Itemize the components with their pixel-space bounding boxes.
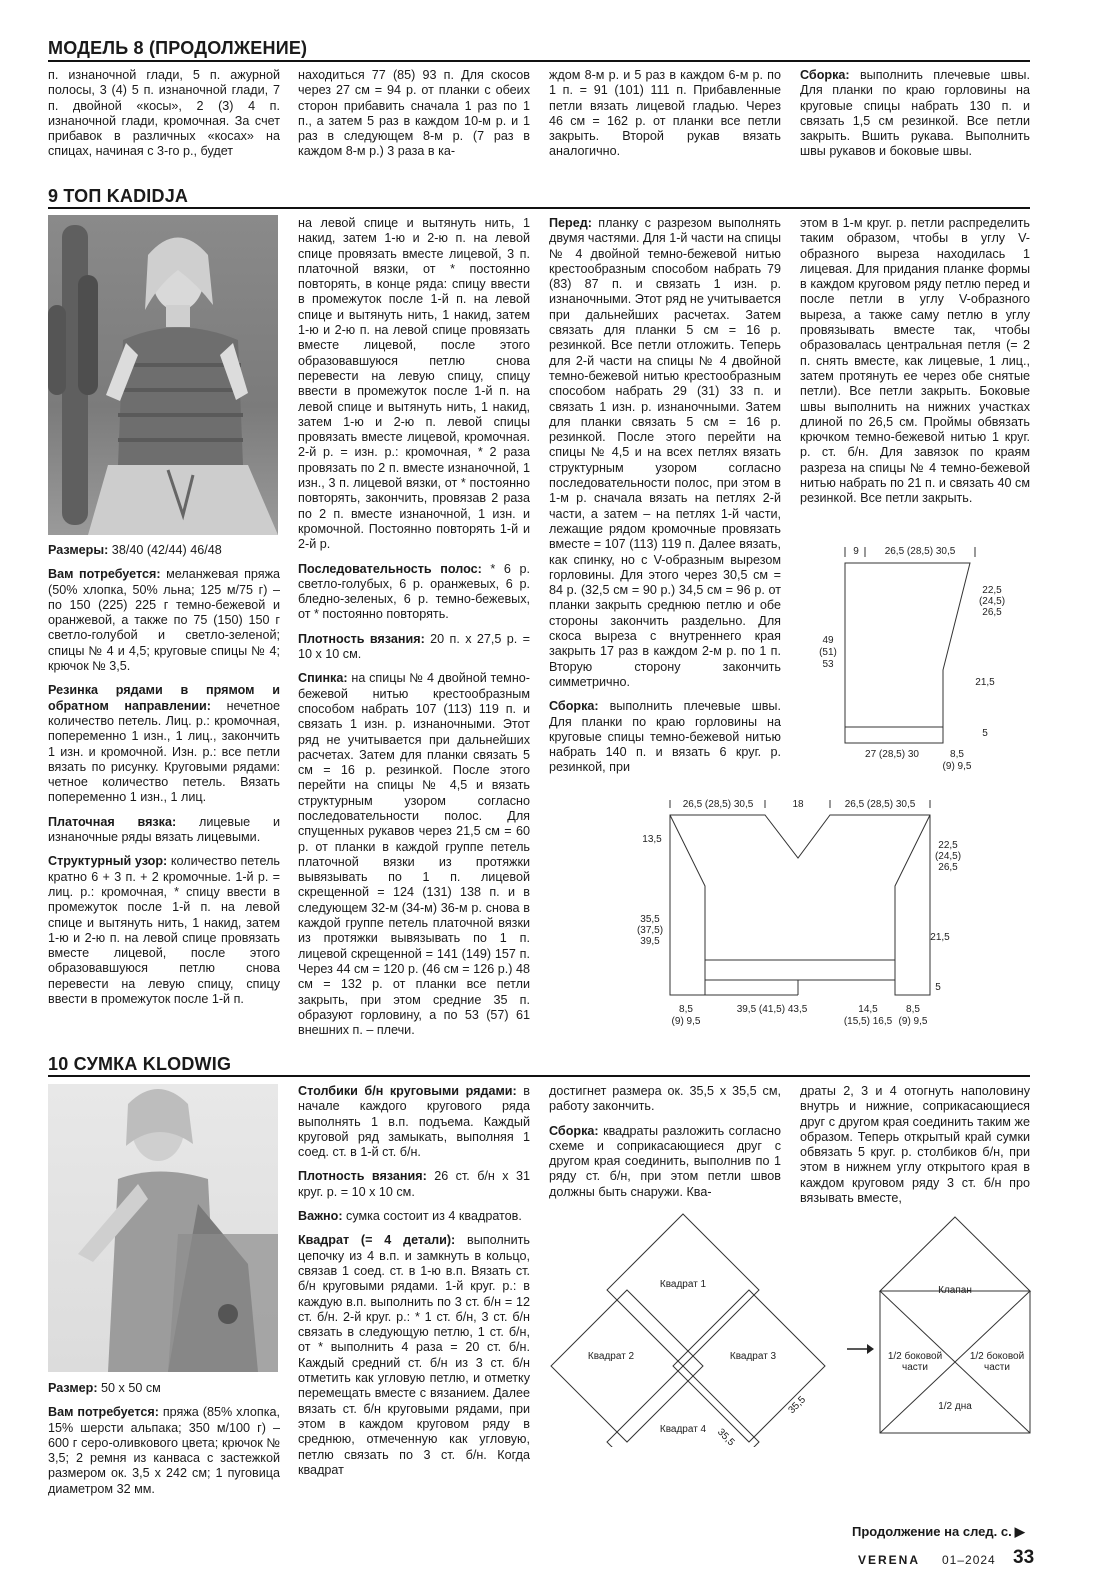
dim-label: 26,5 (28,5) 30,5 (884, 546, 956, 557)
model10-col1: Размер: 50 х 50 см Вам потребуется: пряжа (85% хлопка, 15% шерсти альпака; 350 м/100 г) – 600 г серо-оливкового цвета; крючок № 3,5; 2 ремня из канваса с застежкой размером ок. 3,5 х 242 см; 1 пуговица диаметром 32 мм. (48, 1381, 281, 1496)
square-label: Квадрат 4 (659, 1424, 707, 1435)
dim-label: (9) 9,5 (942, 761, 972, 772)
dim-label: 26,5 (982, 607, 1002, 618)
dim-label: 13,5 (642, 834, 662, 845)
dim-label: 35,5 (786, 1394, 809, 1417)
continue-note: Продолжение на след. с. ▶ (852, 1524, 1025, 1539)
square-label: Квадрат 3 (729, 1351, 777, 1362)
dim-label: (24,5) (934, 851, 962, 862)
dim-label: 5 (935, 982, 941, 993)
model8-col2: находиться 77 (85) 93 п. Для скосов через 27 см = 94 р. от планки с обеих сторон прибавить сначала 1 раз по 1 п., а затем 5 раз в каждом 10-м р. и 1 раз в следующем 8-м р. (7 раз в каждом 8-м р.) 3 раза в ка- (298, 68, 530, 159)
model10-col3: достигнет размера ок. 35,5 х 35,5 см, работу закончить. Сборка: квадраты разложить согласно схеме и соприкасающиеся друг с другом края соединить, выполнив по 1 ряду ст. б/н, при этом петли швов должны быть снаружи. Ква- (549, 1084, 781, 1199)
model10-photo (48, 1084, 278, 1372)
divider (48, 60, 1030, 62)
part-label: 1/2 боковой (887, 1351, 943, 1362)
dim-label: 14,5 (858, 1004, 878, 1015)
model8-col4: Сборка: выполнить плечевые швы. Для планки по краю горловины на круговые спицы набрать 130 п. и связать 1,5 см резинкой. Все петли закрыть. Вшить рукава. Выполнить швы рукавов и боковые швы. (800, 68, 1030, 159)
section-title-model9: 9 ТОП KADIDJA (48, 186, 189, 206)
dim-label: 8,5 (950, 749, 964, 760)
dim-label: 22,5 (982, 585, 1002, 596)
dim-label: 35,5 (714, 1426, 737, 1449)
dim-label: 21,5 (930, 932, 950, 943)
square-label: Квадрат 2 (587, 1351, 635, 1362)
bag-assembly-diagram (549, 1212, 839, 1447)
model9-col4: этом в 1-м круг. р. петли распределить таким образом, чтобы в углу V-образного выреза находилась 1 лицевая. Для придания планке формы в каждом круговом ряду петлю перед и после петли в углу V-образного выреза, а также саму петлю в углу провязывать вместе так, чтобы образовалась центральная петля (= 2 п. снять вместе, как лицевые, 1 лиц., затем протянуть ее через обе снятые петли). Все петли закрыть. Боковые швы выполнить на нижних участках длиной по 26,5 см. Проймы обвязать крючком темно-бежевой нитью 1 круг. р. ст. б/н. Для завязок по краям разреза на спицы № 4 темно-бежевой нитью набрать по 21 п. и связать 40 см резинкой. Все петли закрыть. (800, 216, 1030, 506)
dim-label: (37,5) (636, 925, 664, 936)
dim-label: (9) 9,5 (671, 1016, 701, 1027)
dim-label: 49 (822, 635, 834, 646)
model10-col2: Столбики б/н круговыми рядами: в начале каждого кругового ряда выполнять 1 в.п. подъема. Каждый круговой ряд замыкать, выполняя 1 соед. ст. в 1-й ст. б/н. Плотность вязания: 26 ст. б/н х 31 круг. р. = 10 х 10 см. Важно: сумка состоит из 4 квадратов. Квадрат (= 4 детали): выполнить цепочку из 4 в.п. и замкнуть в кольцо, связав 1 соед. ст. в 1-ю в.п. Вязать ст. б/н круговыми рядами. 1-й круг. р.: в каждую в.п. выполнить по 3 ст. б/н = 12 ст. б/н. 2-й круг. р.: * 1 ст. б/н, 3 ст. б/н связать в следующую петлю, 1 ст. б/н, от * выполнить 4 раза = 20 ст. б/н. Каждый средний ст. б/н из 3 ст. б/н отметить как угловую петлю, и отметку перемещать вместе с вязанием. Далее вязать ст. б/н круговыми рядами, при этом в каждом круговом ряду в среднюю, отмеченную как угловую, петлю связать по 3 ст. б/н. Когда квадрат (298, 1084, 530, 1477)
magazine-name: VERENA (858, 1553, 921, 1567)
square-label: Квадрат 1 (659, 1279, 707, 1290)
dim-label: 8,5 (906, 1004, 920, 1015)
dim-label: (9) 9,5 (898, 1016, 928, 1027)
model10-col4: драты 2, 3 и 4 отогнуть наполовину внутрь и нижние, соприкасающиеся друг с другом края соединить таким же образом. Теперь открытый край сумки обвязать 5 круг. р. столбиков б/н, при этом в нижнем углу открытого края в каждом круговом ряду 3 ст. б/н про вязывать вместе, (800, 1084, 1030, 1206)
model8-col3: ждом 8-м р. и 5 раз в каждом 6-м р. по 1 п. = 91 (101) 111 п. Прибавленные петли вязать лицевой гладью. Через 46 см = 162 р. от планки все петли закрыть. Второй рукав вязать аналогично. (549, 68, 781, 159)
divider (48, 1075, 1030, 1077)
dim-label: (51) (819, 647, 837, 658)
model9-col2: на левой спице и вытянуть нить, 1 накид, затем 1-ю и 2-ю п. на левой спице провязать вместе лицевой, 3 п. платочной вязки, от * постоянно повторять, в конце ряда: спицу ввести в промежуток после 1-й п. на левой спице и вытянуть нить, 1 накид, затем 1-ю и 2-ю п. на левой спице провязать вместе лицевой, после этого образовавшуюся петлю снова перевести на левую спицу, спицу ввести в промежуток после 1-й п. на левой спице и вытянуть нить, 1 накид, затем 1-ю и 2-ю п. левой спицы провязать вместе лицевой, кромочная. 2-й р. = изн. р.: кромочная, * 2 раза провязать по 2 п. вместе изнаночной, 1 изн., 3 п. лицевой вязки, от * постоянно повторять, закончить, провязав 2 раза по 2 п. вместе изнаночной, 1 изн. и кромочной. Постоянно повторять 1-й и 2-й р. Последовательность полос: * 6 р. светло-голубых, 6 р. оранжевых, 6 р. бледно-зеленых, 6 р. темно-бежевых, от * постоянно повторять. Плотность вязания: 20 п. х 27,5 р. = 10 х 10 см. Спинка: на спицы № 4 двойной темно-бежевой нитью крестообразным способом набрать 107 (113) 119 п. и связать 1 изн. р. изнаночными. Этот ряд не учитывается при дальнейших расчетах. Затем для планки связать 5 см = 16 р. резинкой. После этого перейти на спицы № 4,5 и вязать структурным узором согласно последовательности полос. Для спущенных рукавов через 21,5 см = 60 р. от планки в каждой группе петель платочной вязки из протяжки вывязывать по 1 п. лицевой скрещенной = 124 (131) 138 п. и в следующем 32-м (34-м) 36-м р. снова в каждой группе петель платочной вязки из протяжки вывязывать по 1 п. лицевой скрещенной = 141 (149) 157 п. Через 44 см = 120 р. (46 см = 126 р.) 48 см = 132 р. от планки все петли закрыть, при этом средние 35 п. образуют горловину, а по 53 (57) 61 внешних п. – плечи. (298, 216, 530, 1038)
dim-label: 26,5 (938, 862, 958, 873)
dim-label: (15,5) 16,5 (843, 1016, 893, 1027)
dim-label: 26,5 (28,5) 30,5 (844, 799, 916, 810)
part-label: 1/2 боковой (969, 1351, 1025, 1362)
dim-label: 18 (792, 799, 804, 810)
part-label: части (984, 1362, 1010, 1373)
model9-photo (48, 215, 278, 535)
arrow-right-icon (845, 1342, 875, 1356)
bag-folded-diagram (875, 1213, 1035, 1438)
section-title-model8: МОДЕЛЬ 8 (ПРОДОЛЖЕНИЕ) (48, 38, 308, 58)
dim-label: 39,5 (640, 936, 660, 947)
dim-label: (24,5) (978, 596, 1006, 607)
pattern-diagram-half (800, 535, 1030, 775)
part-label: 1/2 дна (938, 1401, 972, 1412)
play-arrow-icon: ▶ (1014, 1524, 1025, 1539)
part-label: части (902, 1362, 928, 1373)
section-title-model10: 10 СУМКА KLODWIG (48, 1054, 232, 1074)
dim-label: 9 (853, 546, 859, 557)
dim-label: 53 (822, 659, 834, 670)
dim-label: 35,5 (640, 914, 660, 925)
part-label: Клапан (938, 1285, 972, 1296)
dim-label: 21,5 (975, 677, 995, 688)
page-number: 33 (1013, 1547, 1035, 1568)
dim-label: 5 (982, 728, 988, 739)
divider (48, 207, 1030, 209)
dim-label: 27 (28,5) 30 (865, 749, 919, 760)
model9-col1: Размеры: 38/40 (42/44) 46/48 Вам потребуется: меланжевая пряжа (50% хлопка, 50% льна; 125 м/75 г) – по 150 (225) 225 г темно-бежевой и оранжевой, а также по 75 (150) 150 г светло-голубой и светло-зеленой; спицы № 4 и 4,5; круговые спицы № 4; крючок № 3,5. Резинка рядами в прямом и обратном направлении: нечетное количество петель. Лиц. р.: кромочная, попеременно 1 изн., 1 лиц., закончить 1 изн. и кромочной. Изн. р.: все петли вязать по рисунку. Круговыми рядами: четное количество петель. Вязать попеременно 1 изн., 1 лиц. Платочная вязка: лицевые и изнаночные ряды вязать лицевыми. Структурный узор: количество петель кратно 6 + 3 п. + 2 кромочные. 1-й р. = лиц. р.: кромочная, * спицу ввести в промежуток после 1-й п. на левой спице и вытянуть нить, 1 накид, затем 1-ю и 2-ю п. на левой спице провязать вместе лицевой, после этого образовавшуюся петлю снова перевести на левую спицу, спицу ввести в промежуток после 1-й п. (48, 543, 280, 1007)
model8-col1: п. изнаночной глади, 5 п. ажурной полосы, 3 (4) 5 п. изнаночной глади, 7 п. двойной «косы», 2 (3) 4 п. изнаночной глади, кромочная. За счет прибавок в различных «косах» на спицах, начиная с 3-го р., будет (48, 68, 280, 159)
dim-label: 22,5 (938, 840, 958, 851)
dim-label: 26,5 (28,5) 30,5 (682, 799, 754, 810)
dim-label: 8,5 (679, 1004, 693, 1015)
dim-label: 39,5 (41,5) 43,5 (736, 1004, 808, 1015)
model9-col3: Перед: планку с разрезом выполнять двумя частями. Для 1-й части на спицы № 4 двойной темно-бежевой нитью крестообразным способом набрать 79 (83) 87 п. и связать 1 изн. р. изнаночными. Этот ряд не учитывается при дальнейших расчетах. Затем связать для планки 5 см = 16 р. резинкой. Все петли отложить. Теперь для 2-й части на спицы № 4 двойной темно-бежевой нитью крестообразным способом набрать 29 (31) 33 п. и связать 1 изн. р. изнаночными. Затем для планки связать 5 см = 16 р. резинкой. После этого перейти на спицы № 4,5 и на всех петлях вязать структурным узором согласно последовательности полос, при этом в 1-м р. сначала вязать на петлях 2-й части, а затем – на петлях 1-й части, лежащие рядом кромочные провязать вместе = 107 (113) 119 п. Далее вязать, как спинку, но с V-образным вырезом горловины. Для этого через 30,5 см = 84 р. (32,5 см = 90 р.) 34,5 см = 96 р. от планки закрыть среднюю петлю и обе стороны закончить раздельно. Для скоса выреза с внутреннего края закрыть 17 раз в каждом 2-м р. по 1 п. Вторую сторону закончить симметрично. Сборка: выполнить плечевые швы. Для планки по краю горловины на круговые спицы темно-бежевой нитью набрать 140 п. и вязать 6 круг. р. резинкой, при (549, 216, 782, 775)
issue-number: 01–2024 (942, 1553, 996, 1567)
pattern-diagram-front (630, 790, 970, 1030)
